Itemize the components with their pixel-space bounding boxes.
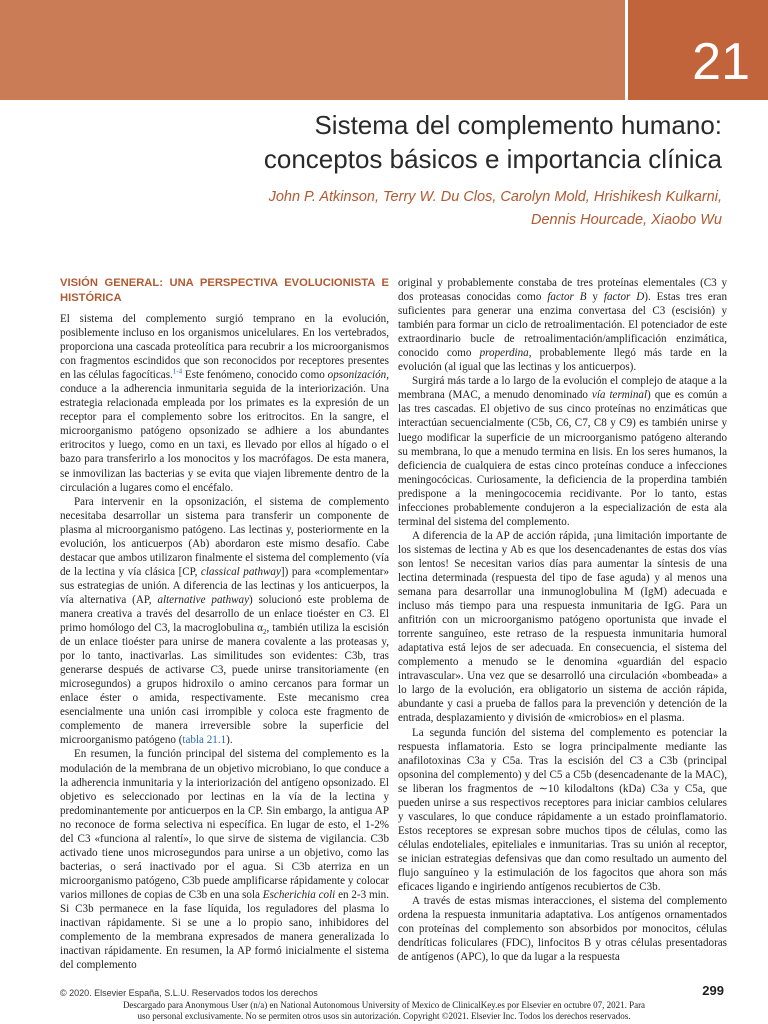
paragraph bbox=[60, 312, 389, 495]
text-run: ). bbox=[226, 734, 233, 747]
italic-term: opsonización, bbox=[327, 369, 389, 382]
section-heading: VISIÓN GENERAL: UNA PERSPECTIVA EVOLUCIONISTA E HISTÓRICA bbox=[60, 277, 389, 304]
page-number: 299 bbox=[702, 983, 724, 998]
download-notice bbox=[90, 1000, 678, 1021]
text-run: en 2-3 min. Si C3b permanece en la fase líquida, los reguladores del plasma lo inactivan rápidamente. Si se une a lo propio sano, inhibidores del complemento de la membrana expresados de manera generalizada lo inactivan rápidamente. En resumen, la AP formó inicialmente el sistema del complemento bbox=[60, 888, 389, 972]
paragraph: La segunda función del sistema del complemento es potenciar la respuesta inflamatoria. Esto se logra principalmente mediante las anafilotoxinas C3a y C5a. Tras la escisión del C3 a C3b (principal opsonina del complemento) y del C5 a C5b (desencadenante de la MAC), se liberan los fragmentos de ∼10 kilodaltons (kDa) C3a y C5a, que pueden unirse a sus respectivos receptores para iniciar cambios celulares y vasculares, lo que conduce rápidamente a un estado proinflamatorio. Estos receptores se expresan sobre muchos tipos de células, como las células endoteliales, epiteliales e inmunitarias. Tras su unión al receptor, se inician estrategias defensivas que dan como resultado un aumento del flujo sanguíneo y la estimulación de los fagocitos que ahora son más eficaces ligando e ingiriendo antígenos recubiertos de C3b. bbox=[398, 726, 727, 894]
right-column bbox=[398, 276, 727, 964]
chapter-title bbox=[162, 108, 722, 176]
left-column bbox=[60, 276, 389, 972]
text-run: El sistema del complemento surgió temprano en la evolución, posiblemente incluso en los organismos unicelulares. En los vertebrados, proporciona una cascada proteolítica para recubrir a los microorganismos con fragmentos escindidos que son reconocidos por receptores presentes en las células fagocíticas. bbox=[60, 313, 389, 382]
italic-term: alternative pathway bbox=[157, 593, 249, 606]
italic-term: classical pathway bbox=[200, 565, 281, 578]
italic-term: properdina, bbox=[479, 347, 532, 360]
paragraph bbox=[60, 747, 389, 972]
text-run: y bbox=[586, 291, 604, 304]
download-notice-line-1: Descargado para Anonymous User (n/a) en National Autonomous University of Mexico de ClinicalKey.es por Elsevier en octubre 07, 2021. Para bbox=[122, 1000, 646, 1010]
author-list bbox=[162, 186, 722, 232]
text-run: En resumen, la función principal del sistema del complemento es la modulación de la membrana de un objetivo microbiano, lo que conduce a la adherencia inmunitaria y la interiorización del antígeno opsonizado. El objetivo es seleccionado por lectinas en la vía de la lectina y predominantemente por anticuerpos en la CP. Sin embargo, la antigua AP no reconoce de forma selectiva ni específica. En lugar de esto, el 1-2% del C3 «funciona al ralentí», lo que sirve de sistema de vigilancia. C3b activado tiene unos microsegundos para unirse a un objetivo, como las bacterias, o será inactivado por el agua. Si C3b aterriza en un microorganismo patógeno, C3b puede amplificarse rápidamente y colocar varios millones de copias de C3b en una sola bbox=[60, 748, 389, 901]
text-run: , también utiliza la escisión de un enlace tioéster para unirse de manera covalente a las proteasas y, por lo tanto, inactivarlas. Las similitudes son evidentes: C3b, tras generarse después de activarse C3, puede unirse transitoriamente (en microsegundos) a grupos hidroxilo o amino cercanos para formar un enlace éster o amida, respectivamente. Este mecanismo crea esencialmente una unión casi irrompible y coloca este fragmento de complemento de manera irreversible sobre la superficie del microorganismo patógeno ( bbox=[60, 622, 389, 747]
table-link[interactable]: tabla 21.1 bbox=[182, 734, 227, 747]
download-notice-line-2: uso personal exclusivamente. No se permiten otros usos sin autorización. Copyright ©2021. Elsevier Inc. Todos los derechos reservados. bbox=[137, 1010, 631, 1021]
text-run: Surgirá más tarde a lo largo de la evolución el complejo de ataque a la membrana (MAC, a menudo denominado bbox=[398, 375, 727, 402]
text-run: Para intervenir en la opsonización, el sistema de complemento necesitaba desarrollar un sistema para transferir un componente de plasma al microorganismo patógeno. Las lectinas y, posteriormente en la evolución, los anticuerpos (Ab) abordaron este mismo desafío. Cabe destacar que ambos utilizaron finalmente el sistema del complemento (vía de la lectina y vía clásica [CP, bbox=[60, 495, 389, 578]
text-run: probablemente llegó más tarde en la evolución (al igual que las lectinas y los anticuerpos). bbox=[398, 347, 727, 374]
italic-term: factor B bbox=[547, 291, 587, 304]
authors-line-2: Dennis Hourcade, Xiaobo Wu bbox=[530, 212, 722, 228]
italic-term: Escherichia coli bbox=[262, 888, 336, 901]
paragraph: A través de estas mismas interacciones, el sistema del complemento ordena la respuesta inmunitaria adaptativa. Los antígenos ornamentados con proteínas del complemento son absorbidos por monocitos, células dendríticas foliculares (FDC), linfocitos B y otras células presentadoras de antígenos (APC), lo que da lugar a la respuesta bbox=[398, 895, 727, 964]
paragraph bbox=[398, 276, 727, 374]
text-run: original y probablemente constaba de tres proteínas elementales (C3 y dos proteasas conocidas como bbox=[398, 277, 727, 304]
text-run: ) solucionó este problema de manera creativa a través del desarrollo de un enlace tioéster en C3. El primo homólogo del C3, la macroglobulina α bbox=[60, 593, 389, 635]
chapter-title-line-2: conceptos básicos e importancia clínica bbox=[263, 144, 722, 174]
copyright-notice: © 2020. Elsevier España, S.L.U. Reservados todos los derechos bbox=[60, 988, 318, 998]
text-run: Este fenómeno, conocido como bbox=[182, 369, 328, 382]
chapter-title-line-1: Sistema del complemento humano: bbox=[314, 110, 722, 140]
text-run: conduce a la adherencia inmunitaria seguida de la interiorización. Una estrategia relacionada empleada por los primates es la expresión de un receptor para el complemento sobre los eritrocitos. En la sangre, el microorganismo patógeno opsonizado se adhiere a los abundantes eritrocitos y luego, como en un taxi, es llevado por ellos al hígado o el bazo para transferirlo a los monocitos y los macrófagos. De esta manera, se inmovilizan las bacterias y se evita que viajen libremente dentro de la circulación a lugares como el encéfalo. bbox=[60, 383, 389, 494]
paragraph: A diferencia de la AP de acción rápida, ¡una limitación importante de los sistemas de lectina y Ab es que los desencadenantes de estas dos vías son lentos! Se necesitan varios días para aumentar la síntesis de una lectina determinada (respuesta del tipo de fase aguda) y al menos una semana para desarrollar una inmunoglobulina M (IgM) adecuada e incluso más tiempo para una respuesta inmunitaria de IgG. Para un anfitrión con un microorganismo patógeno oportunista que invade el torrente sanguíneo, este retraso de la respuesta inmunitaria humoral adaptativa está lejos de ser adecuada. En consecuencia, el sistema del complemento a menudo se le denomina «guardián del espacio intravascular». Una vez que se desarrolló una circulación «bombeada» a lo largo de la evolución, era obligatorio un sistema de acción rápida, abundante y casi a prueba de fallos para la prevención y detención de la entrada, desplazamiento y división de «microbios» en el plasma. bbox=[398, 529, 727, 725]
chapter-number-box bbox=[625, 0, 768, 100]
chapter-number: 21 bbox=[692, 33, 750, 91]
subscript: 2 bbox=[262, 628, 267, 637]
paragraph bbox=[60, 495, 389, 748]
paragraph bbox=[398, 374, 727, 529]
authors-line-1: John P. Atkinson, Terry W. Du Clos, Carolyn Mold, Hrishikesh Kulkarni, bbox=[268, 189, 722, 205]
text-run: ) que es común a las tres cascadas. El objetivo de sus cinco proteínas no enzimáticas que interactúan secuencialmente (C5b, C6, C7, C8 y C9) es también unirse y luego modificar la superficie de un microorganismo patógeno alterando su membrana, lo que a menudo termina en lisis. En los seres humanos, la deficiencia de cualquiera de estas cinco proteínas conduce a infecciones meningocócicas. Curiosamente, la deficiencia de la properdina también predispone a la meningococemia recidivante. Por lo tanto, estas infecciones probablemente condujeron a la especialización de esta ala terminal del sistema del complemento. bbox=[398, 389, 727, 528]
italic-term: factor D bbox=[603, 291, 645, 304]
reference-link[interactable]: 1-4 bbox=[172, 367, 183, 376]
text-run: ). Estas tres eran suficientes para generar una enzima convertasa del C3 (escisión) y también para formar un ciclo de retroalimentación. El potenciador de este extraordinario bucle de retroalimentación/amplificación enzimática, conocido como bbox=[398, 291, 727, 360]
italic-term: vía terminal bbox=[591, 389, 648, 402]
text-run: ]) para «complementar» sus estrategias de unión. A diferencia de las lectinas y los anticuerpos, la vía alternativa (AP, bbox=[60, 565, 389, 606]
